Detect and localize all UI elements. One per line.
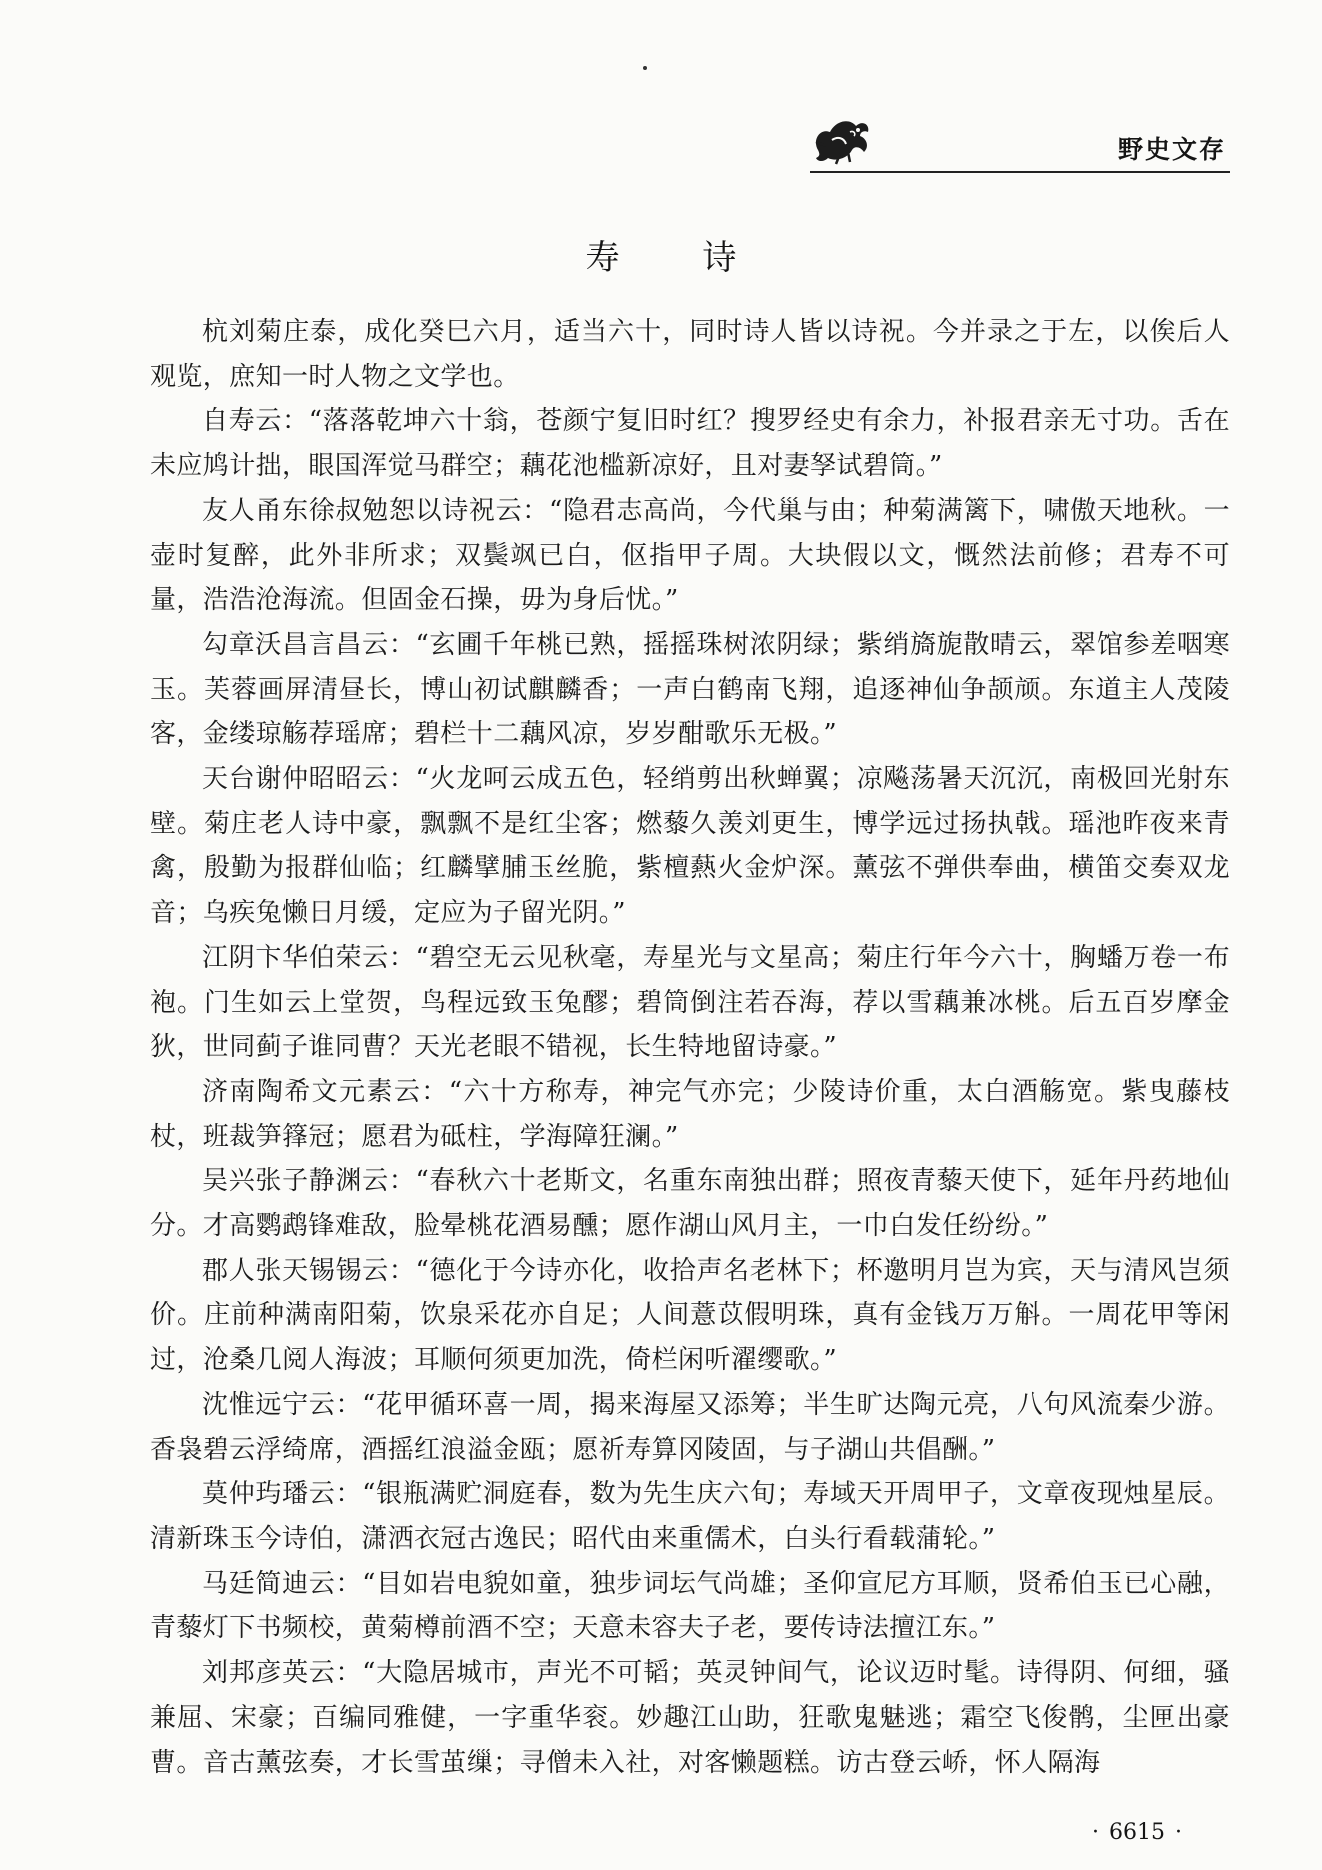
dragon-icon: [810, 110, 876, 166]
page-number-bullet: ·: [1175, 1820, 1182, 1845]
page-number-bullet: ·: [1092, 1820, 1099, 1845]
paragraph: 郡人张天锡锡云：“德化于今诗亦化，收拾声名老林下；杯邀明月岂为宾，天与清风岂须价。庄前种满南阳菊，饮泉采花亦自足；人间薏苡假明珠，真有金钱万万斛。一周花甲等闲过，沧桑几阅人海波；耳顺何须更加洗，倚栏闲听濯缨歌。”: [150, 1255, 1230, 1376]
paragraph: 吴兴张子静渊云：“春秋六十老斯文，名重东南独出群；照夜青藜天使下，延年丹药地仙分。才高鹦鹉锋难敌，脸晕桃花酒易醺；愿作湖山风月主，一巾白发任纷纷。”: [150, 1166, 1230, 1242]
paragraph: 刘邦彦英云：“大隐居城市，声光不可韬；英灵钟间气，论议迈时髦。诗得阴、何细，骚兼屈、宋豪；百编同雅健，一字重华衮。妙趣江山助，狂歌鬼魅逃；霜空飞俊鹘，尘匣出豪曹。音古薰弦奏，才长雪茧缫；寻僧未入社，对客懒题糕。访古登云峤，怀人隔海: [150, 1658, 1230, 1778]
paragraph: 自寿云：“落落乾坤六十翁，苍颜宁复旧时红？搜罗经史有余力，补报君亲无寸功。舌在未应鸠计拙，眼国浑觉马群空；藕花池槛新凉好，且对妻孥试碧筒。”: [150, 406, 1230, 482]
page-number-value: 6615: [1109, 1820, 1165, 1845]
article-title: 寿 诗: [585, 238, 773, 278]
header-title: 野史文存: [1117, 135, 1226, 164]
paragraph: 济南陶希文元素云：“六十方称寿，神完气亦完；少陵诗价重，太白酒觞宽。紫曳藤枝杖，班裁笋箨冠；愿君为砥柱，学海障狂澜。”: [150, 1076, 1230, 1152]
paragraph: 杭刘菊庄泰，成化癸巳六月，适当六十，同时诗人皆以诗祝。今并录之于左，以俟后人观览，庶知一时人物之文学也。: [150, 317, 1230, 392]
paragraph: 马廷简迪云：“目如岩电貌如童，独步词坛气尚雄；圣仰宣尼方耳顺，贤希伯玉已心融，青藜灯下书频校，黄菊樽前酒不空；天意未容夫子老，要传诗法擅江东。”: [150, 1568, 1230, 1644]
paragraph: 莫仲玙璠云：“银瓶满贮洞庭春，数为先生庆六旬；寿域天开周甲子，文章夜现烛星辰。清新珠玉今诗伯，潇洒衣冠古逸民；昭代由来重儒术，白头行看载蒲轮。”: [150, 1479, 1230, 1554]
paragraph: 沈惟远宁云：“花甲循环喜一周，揭来海屋又添筹；半生旷达陶元亮，八句风流秦少游。香袅碧云浮绮席，酒摇红浪溢金瓯；愿祈寿算冈陵固，与子湖山共倡酬。”: [150, 1389, 1230, 1465]
paragraph: 友人甬东徐叔勉恕以诗祝云：“隐君志高尚，今代巢与由；种菊满篱下，啸傲天地秋。一壶时复醉，此外非所求；双鬓飒已白，伛指甲子周。大块假以文，慨然法前修；君寿不可量，浩浩沧海流。但固金石操，毋为身后忧。”: [150, 495, 1230, 616]
running-header: [810, 108, 1230, 176]
paragraph: 江阴卞华伯荣云：“碧空无云见秋毫，寿星光与文星高；菊庄行年今六十，胸蟠万卷一布袍。门生如云上堂贺，鸟程远致玉兔醪；碧筒倒注若吞海，荐以雪藕兼冰桃。后五百岁摩金狄，世同蓟子谁同曹？天光老眼不错视，长生特地留诗豪。”: [150, 942, 1230, 1063]
header-rule: [810, 171, 1230, 173]
page-number: [1082, 1820, 1192, 1845]
print-speck: [643, 66, 647, 70]
article-body: [150, 310, 1230, 1785]
paragraph: 勾章沃昌言昌云：“玄圃千年桃已熟，摇摇珠树浓阴绿；紫绡旖旎散晴云，翠馆参差咽寒玉。芙蓉画屏清昼长，博山初试麒麟香；一声白鹤南飞翔，追逐神仙争颉颃。东道主人茂陵客，金缕琼觞荐瑶席；碧栏十二藕风凉，岁岁酣歌乐无极。”: [150, 629, 1230, 750]
paragraph: 天台谢仲昭昭云：“火龙呵云成五色，轻绡剪出秋蝉翼；凉飚荡暑天沉沉，南极回光射东壁。菊庄老人诗中豪，飘飘不是红尘客；燃藜久羡刘更生，博学远过扬执戟。瑶池昨夜来青禽，殷勤为报群仙临；红麟擘脯玉丝脆，紫檀爇火金炉深。薰弦不弹供奉曲，横笛交奏双龙音；乌疾兔懒日月缓，定应为子留光阴。”: [150, 764, 1230, 929]
